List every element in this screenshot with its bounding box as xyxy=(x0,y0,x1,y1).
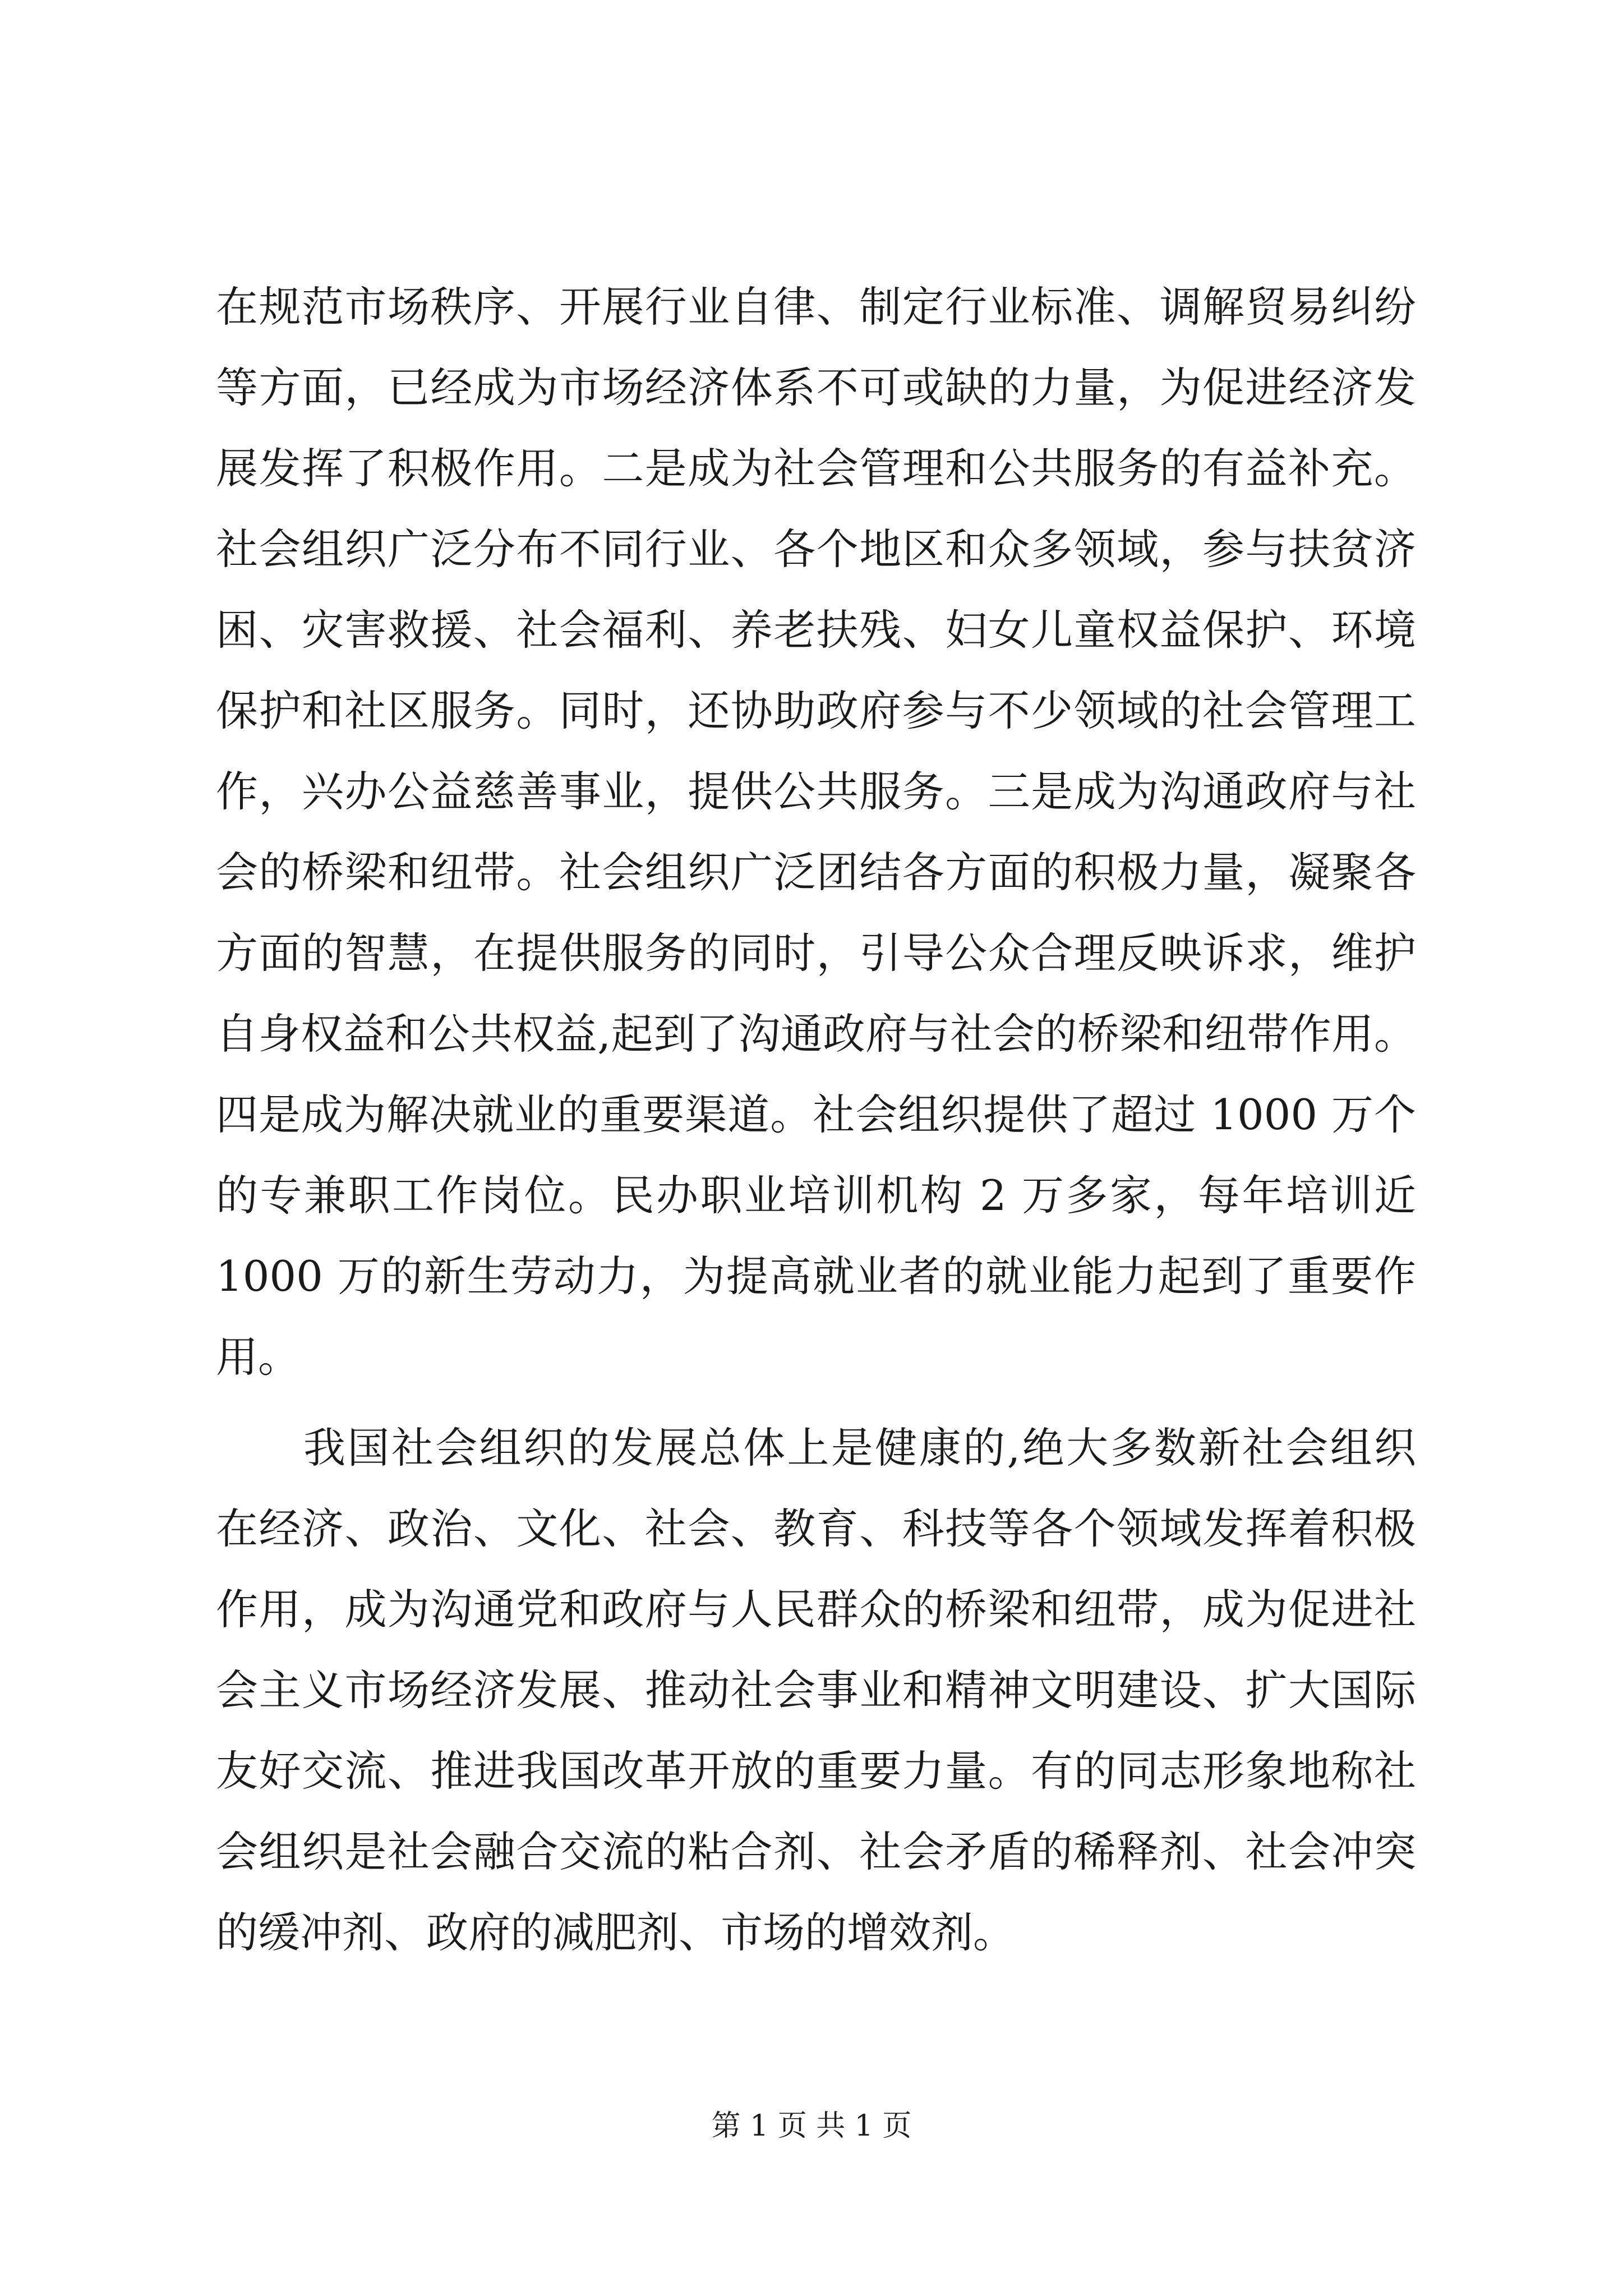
paragraph-line: 的专兼职工作岗位。民办职业培训机构 2 万多家，每年培训近 xyxy=(216,1171,1416,1220)
paragraph-line: 展发挥了积极作用。二是成为社会管理和公共服务的有益补充。 xyxy=(216,444,1416,493)
paragraph-line: 在经济、政治、文化、社会、教育、科技等各个领域发挥着积极 xyxy=(216,1504,1416,1553)
paragraph-line: 友好交流、推进我国改革开放的重要力量。有的同志形象地称社 xyxy=(216,1746,1416,1796)
paragraph-line: 自身权益和公共权益,起到了沟通政府与社会的桥梁和纽带作用。 xyxy=(216,1009,1416,1059)
paragraph-line: 社会组织广泛分布不同行业、各个地区和众多领域，参与扶贫济 xyxy=(216,524,1416,574)
paragraph-line: 保护和社区服务。同时，还协助政府参与不少领域的社会管理工 xyxy=(216,686,1416,735)
paragraph-line: 会主义市场经济发展、推动社会事业和精神文明建设、扩大国际 xyxy=(216,1665,1416,1715)
paragraph-line: 会的桥梁和纽带。社会组织广泛团结各方面的积极力量，凝聚各 xyxy=(216,848,1416,897)
paragraph-line: 困、灾害救援、社会福利、养老扶残、妇女儿童权益保护、环境 xyxy=(216,605,1416,655)
paragraph-spacer xyxy=(216,1397,1416,1407)
paragraph-line: 用。 xyxy=(216,1332,301,1382)
paragraph-1 xyxy=(216,266,1416,1397)
paragraph-line: 作用，成为沟通党和政府与人民群众的桥梁和纽带，成为促进社 xyxy=(216,1585,1416,1634)
paragraph-line: 方面的智慧，在提供服务的同时，引导公众合理反映诉求，维护 xyxy=(216,928,1416,978)
page-footer: 第 1 页 共 1 页 xyxy=(711,2109,912,2143)
paragraph-line: 等方面，已经成为市场经济体系不可或缺的力量，为促进经济发 xyxy=(216,363,1416,412)
paragraph-line: 的缓冲剂、政府的减肥剂、市场的增效剂。 xyxy=(216,1908,1016,1957)
paragraph-line: 会组织是社会融合交流的粘合剂、社会矛盾的稀释剂、社会冲突 xyxy=(216,1827,1416,1876)
paragraph-line: 在规范市场秩序、开展行业自律、制定行业标准、调解贸易纠纷 xyxy=(216,282,1416,332)
document-body xyxy=(216,266,1416,1973)
paragraph-2 xyxy=(216,1407,1416,1973)
paragraph-line: 1000 万的新生劳动力，为提高就业者的就业能力起到了重要作 xyxy=(216,1251,1416,1301)
paragraph-line: 作，兴办公益慈善事业，提供公共服务。三是成为沟通政府与社 xyxy=(216,767,1416,816)
paragraph-line: 四是成为解决就业的重要渠道。社会组织提供了超过 1000 万个 xyxy=(216,1090,1416,1139)
paragraph-line: 我国社会组织的发展总体上是健康的,绝大多数新社会组织 xyxy=(303,1423,1416,1473)
